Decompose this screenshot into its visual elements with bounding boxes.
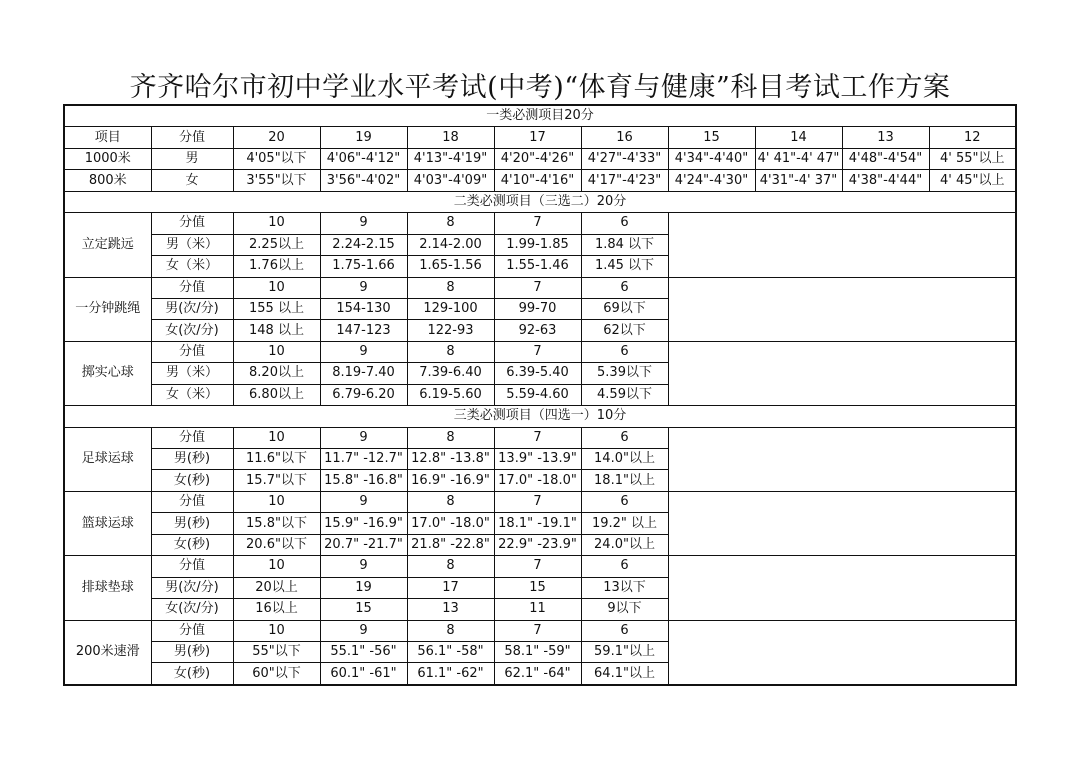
project-name: 排球垫球: [64, 556, 151, 620]
table-cell: 17: [407, 577, 494, 598]
empty-area: [668, 213, 1016, 277]
table-cell: 92-63: [494, 320, 581, 341]
table-cell: 64.1"以上: [581, 663, 668, 685]
table-cell: 60"以下: [233, 663, 320, 685]
gender-label: 男(次/分): [151, 298, 233, 319]
project-name: 篮球运球: [64, 491, 151, 555]
table-cell: 20.7" -21.7": [320, 534, 407, 555]
score-label: 分值: [151, 277, 233, 298]
table-cell: 15: [494, 577, 581, 598]
table-cell: 6.19-5.60: [407, 384, 494, 405]
section-header-row: [64, 105, 1016, 127]
score-header: 9: [320, 213, 407, 234]
score-header: 6: [581, 620, 668, 641]
table-cell: 8.20以上: [233, 363, 320, 384]
score-header: 18: [407, 127, 494, 148]
section-header-row: [64, 191, 1016, 212]
score-header: 15: [668, 127, 755, 148]
empty-area: [668, 491, 1016, 555]
table-cell: 148 以上: [233, 320, 320, 341]
table-cell: 154-130: [320, 298, 407, 319]
gender-label: 男(次/分): [151, 577, 233, 598]
table-cell: 11.6"以下: [233, 449, 320, 470]
gender-label: 女(秒): [151, 663, 233, 685]
score-header: 6: [581, 427, 668, 448]
score-header: 9: [320, 491, 407, 512]
score-header: 8: [407, 491, 494, 512]
table-cell: 4'05"以下: [233, 148, 320, 169]
table-row: [64, 277, 1016, 298]
section-header: 三类必测项目（四选一）10分: [64, 406, 1016, 427]
table-cell: 129-100: [407, 298, 494, 319]
score-header: 7: [494, 341, 581, 362]
score-header: 6: [581, 491, 668, 512]
table-cell: 4.59以下: [581, 384, 668, 405]
table-row: [64, 341, 1016, 362]
table-cell: 4' 55"以上: [929, 148, 1016, 169]
score-header: 19: [320, 127, 407, 148]
score-header: 14: [755, 127, 842, 148]
table-cell: 22.9" -23.9": [494, 534, 581, 555]
score-header: 8: [407, 556, 494, 577]
section-header: 一类必测项目20分: [64, 105, 1016, 127]
table-row: [64, 427, 1016, 448]
table-cell: 59.1"以上: [581, 641, 668, 662]
table-cell: 11.7" -12.7": [320, 449, 407, 470]
table-row: [64, 170, 1016, 191]
score-label: 分值: [151, 427, 233, 448]
table-cell: 5.39以下: [581, 363, 668, 384]
empty-area: [668, 427, 1016, 491]
table-cell: 2.14-2.00: [407, 234, 494, 255]
score-label: 分值: [151, 620, 233, 641]
gender-label: 男(秒): [151, 449, 233, 470]
table-cell: 17.0" -18.0": [494, 470, 581, 491]
project-name: 掷实心球: [64, 341, 151, 405]
table-row: [64, 213, 1016, 234]
table-cell: 4'20"-4'26": [494, 148, 581, 169]
score-header: 6: [581, 213, 668, 234]
score-label: 分值: [151, 341, 233, 362]
table-cell: 16以上: [233, 599, 320, 620]
table-cell: 147-123: [320, 320, 407, 341]
score-header: 9: [320, 277, 407, 298]
empty-area: [668, 341, 1016, 405]
score-header: 20: [233, 127, 320, 148]
table-row: [64, 620, 1016, 641]
score-label: 分值: [151, 213, 233, 234]
table-cell: 4'48"-4'54": [842, 148, 929, 169]
score-header: 9: [320, 556, 407, 577]
table-cell: 55"以下: [233, 641, 320, 662]
table-cell: 12.8" -13.8": [407, 449, 494, 470]
table-cell: 20以上: [233, 577, 320, 598]
score-table: [63, 104, 1017, 686]
table-cell: 11: [494, 599, 581, 620]
gender-label: 男（米）: [151, 234, 233, 255]
empty-area: [668, 277, 1016, 341]
table-row: [64, 148, 1016, 169]
table-cell: 1.99-1.85: [494, 234, 581, 255]
score-header: 10: [233, 427, 320, 448]
section-header: 二类必测项目（三选二）20分: [64, 191, 1016, 212]
score-header: 10: [233, 277, 320, 298]
table-cell: 20.6"以下: [233, 534, 320, 555]
table-cell: 61.1" -62": [407, 663, 494, 685]
gender-label: 女(秒): [151, 534, 233, 555]
column-header: 分值: [151, 127, 233, 148]
table-cell: 1.65-1.56: [407, 256, 494, 277]
table-cell: 4'27"-4'33": [581, 148, 668, 169]
table-cell: 13: [407, 599, 494, 620]
table-cell: 62以下: [581, 320, 668, 341]
gender-label: 女(次/分): [151, 320, 233, 341]
table-cell: 4'06"-4'12": [320, 148, 407, 169]
table-cell: 7.39-6.40: [407, 363, 494, 384]
table-cell: 15: [320, 599, 407, 620]
score-header: 7: [494, 620, 581, 641]
table-cell: 4'13"-4'19": [407, 148, 494, 169]
column-header: 项目: [64, 127, 151, 148]
table-cell: 9以下: [581, 599, 668, 620]
table-cell: 5.59-4.60: [494, 384, 581, 405]
table-cell: 6.80以上: [233, 384, 320, 405]
score-header: 7: [494, 213, 581, 234]
gender-label: 女(秒): [151, 470, 233, 491]
score-header: 8: [407, 277, 494, 298]
table-cell: 3'56"-4'02": [320, 170, 407, 191]
empty-area: [668, 620, 1016, 685]
table-cell: 4' 41"-4' 47": [755, 148, 842, 169]
table-cell: 1.45 以下: [581, 256, 668, 277]
table-cell: 69以下: [581, 298, 668, 319]
score-header: 10: [233, 213, 320, 234]
score-header: 8: [407, 427, 494, 448]
score-header: 8: [407, 213, 494, 234]
score-header: 17: [494, 127, 581, 148]
table-cell: 15.8"以下: [233, 513, 320, 534]
table-cell: 1.84 以下: [581, 234, 668, 255]
table-cell: 17.0" -18.0": [407, 513, 494, 534]
table-cell: 15.7"以下: [233, 470, 320, 491]
score-header: 7: [494, 556, 581, 577]
table-cell: 3'55"以下: [233, 170, 320, 191]
table-cell: 18.1" -19.1": [494, 513, 581, 534]
project-name: 足球运球: [64, 427, 151, 491]
table-row: [64, 491, 1016, 512]
score-header: 16: [581, 127, 668, 148]
score-header: 7: [494, 277, 581, 298]
table-cell: 13以下: [581, 577, 668, 598]
score-header: 10: [233, 620, 320, 641]
gender-label: 男(秒): [151, 513, 233, 534]
score-header: 10: [233, 491, 320, 512]
table-cell: 8.19-7.40: [320, 363, 407, 384]
table-cell: 4'31"-4' 37": [755, 170, 842, 191]
project-name: 立定跳远: [64, 213, 151, 277]
score-header: 9: [320, 620, 407, 641]
gender-label: 男: [151, 148, 233, 169]
section-header-row: [64, 406, 1016, 427]
table-cell: 6.79-6.20: [320, 384, 407, 405]
table-cell: 4'17"-4'23": [581, 170, 668, 191]
table-cell: 56.1" -58": [407, 641, 494, 662]
score-header: 7: [494, 491, 581, 512]
table-cell: 99-70: [494, 298, 581, 319]
score-header: 6: [581, 556, 668, 577]
project-name: 1000米: [64, 148, 151, 169]
score-header: 6: [581, 277, 668, 298]
score-header: 10: [233, 556, 320, 577]
table-cell: 122-93: [407, 320, 494, 341]
table-cell: 4' 45"以上: [929, 170, 1016, 191]
score-header: 12: [929, 127, 1016, 148]
score-header: 7: [494, 427, 581, 448]
gender-label: 女(次/分): [151, 599, 233, 620]
table-cell: 60.1" -61": [320, 663, 407, 685]
table-cell: 13.9" -13.9": [494, 449, 581, 470]
project-name: 200米速滑: [64, 620, 151, 685]
table-cell: 4'10"-4'16": [494, 170, 581, 191]
table-row: [64, 127, 1016, 148]
gender-label: 女（米）: [151, 384, 233, 405]
score-header: 8: [407, 620, 494, 641]
table-cell: 19: [320, 577, 407, 598]
table-cell: 4'38"-4'44": [842, 170, 929, 191]
table-cell: 1.76以上: [233, 256, 320, 277]
table-cell: 19.2" 以上: [581, 513, 668, 534]
table-cell: 58.1" -59": [494, 641, 581, 662]
table-cell: 2.25以上: [233, 234, 320, 255]
table-cell: 16.9" -16.9": [407, 470, 494, 491]
score-header: 10: [233, 341, 320, 362]
gender-label: 女（米）: [151, 256, 233, 277]
empty-area: [668, 556, 1016, 620]
table-cell: 4'34"-4'40": [668, 148, 755, 169]
table-row: [64, 556, 1016, 577]
gender-label: 男(秒): [151, 641, 233, 662]
score-header: 6: [581, 341, 668, 362]
table-cell: 1.55-1.46: [494, 256, 581, 277]
page-title: 齐齐哈尔市初中学业水平考试(中考)“体育与健康”科目考试工作方案: [129, 72, 951, 103]
table-cell: 15.9" -16.9": [320, 513, 407, 534]
table-cell: 18.1"以上: [581, 470, 668, 491]
project-name: 一分钟跳绳: [64, 277, 151, 341]
table-cell: 55.1" -56": [320, 641, 407, 662]
table-cell: 1.75-1.66: [320, 256, 407, 277]
score-label: 分值: [151, 491, 233, 512]
score-label: 分值: [151, 556, 233, 577]
gender-label: 男（米）: [151, 363, 233, 384]
table-cell: 155 以上: [233, 298, 320, 319]
table-cell: 2.24-2.15: [320, 234, 407, 255]
table-cell: 21.8" -22.8": [407, 534, 494, 555]
table-cell: 15.8" -16.8": [320, 470, 407, 491]
table-cell: 62.1" -64": [494, 663, 581, 685]
score-header: 13: [842, 127, 929, 148]
score-header: 9: [320, 341, 407, 362]
table-cell: 14.0"以上: [581, 449, 668, 470]
table-cell: 4'03"-4'09": [407, 170, 494, 191]
project-name: 800米: [64, 170, 151, 191]
score-header: 9: [320, 427, 407, 448]
table-cell: 4'24"-4'30": [668, 170, 755, 191]
gender-label: 女: [151, 170, 233, 191]
table-cell: 6.39-5.40: [494, 363, 581, 384]
score-header: 8: [407, 341, 494, 362]
table-cell: 24.0"以上: [581, 534, 668, 555]
